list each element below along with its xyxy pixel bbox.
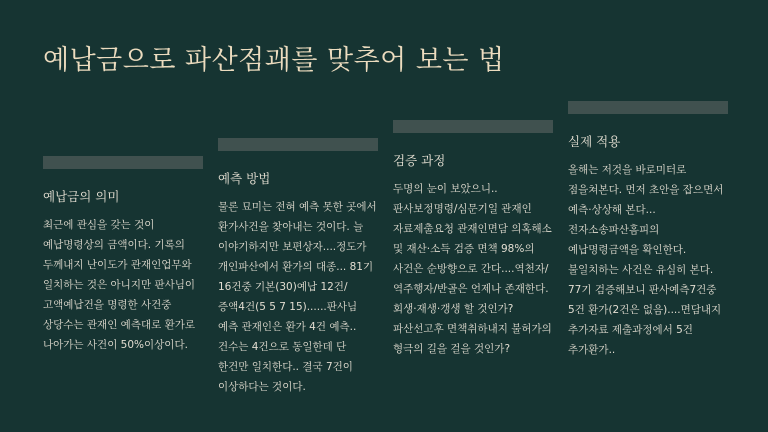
column-application	[568, 101, 728, 360]
column-body: 물론 묘미는 전혀 예측 못한 곳에서 환가사건을 찾아내는 것이다. 늘 이야기하지만 보편상자....정도가 개인파산에서 환가의 대종... 81기 16건중 기본(30)예납 12건/증액4건(5 5 7 15)......판사님 예측 관재인은 환가 4건 예측.. 건수는 4건으로 동일한데 단 한건만 일치한다.. 결국 7건이 이상하다는 것이다.	[218, 201, 377, 393]
column-body: 올해는 저것을 바로미터로 점을쳐본다. 먼저 초안을 잡으면서 예측·상상해 본다...전자소송파산홈피의 예납명령금액을 확인한다. 불일치하는 사건은 유심히 본다. 77기 검증해보니 판사예측7건중 5건 환가(2건은 없음)....면담내지 추가자료 제출과정에서 5건 추가환가..	[568, 164, 724, 356]
column-heading: 실제 적용	[568, 134, 621, 149]
column-accent-bar	[43, 156, 203, 169]
column-accent-bar	[568, 101, 728, 114]
column-meaning	[43, 156, 203, 355]
column-body: 최근에 관심을 갖는 것이 예납명령상의 금액이다. 기록의 두께내지 난이도가 관재인업무와 일치하는 것은 아니지만 판사님이 고액예납건을 명령한 사건중 상당수는 관재인 예측대로 환가로 나아가는 사건이 50%이상이다.	[43, 219, 196, 351]
column-body: 두명의 눈이 보았으니.. 판사보정명령/심문기일 관재인 자료제출요청 관재인면담 의혹해소 및 재산·소득 검증 면책 98%의 사건은 순방향으로 간다....역천자/역주행자/반골은 언제나 존재한다. 회생·재생·갱생 할 것인가? 파산선고후 면책취하내지 불허가의 형극의 길을 걸을 것인가?	[393, 183, 552, 355]
column-accent-bar	[393, 120, 553, 133]
slide-title: 예납금으로 파산점괘를 맞추어 보는 법	[43, 45, 505, 76]
column-heading: 예측 방법	[218, 171, 271, 186]
column-prediction	[218, 138, 378, 397]
column-heading: 검증 과정	[393, 153, 446, 168]
column-verification	[393, 120, 553, 359]
column-accent-bar	[218, 138, 378, 151]
column-heading: 예납금의 의미	[43, 189, 120, 204]
